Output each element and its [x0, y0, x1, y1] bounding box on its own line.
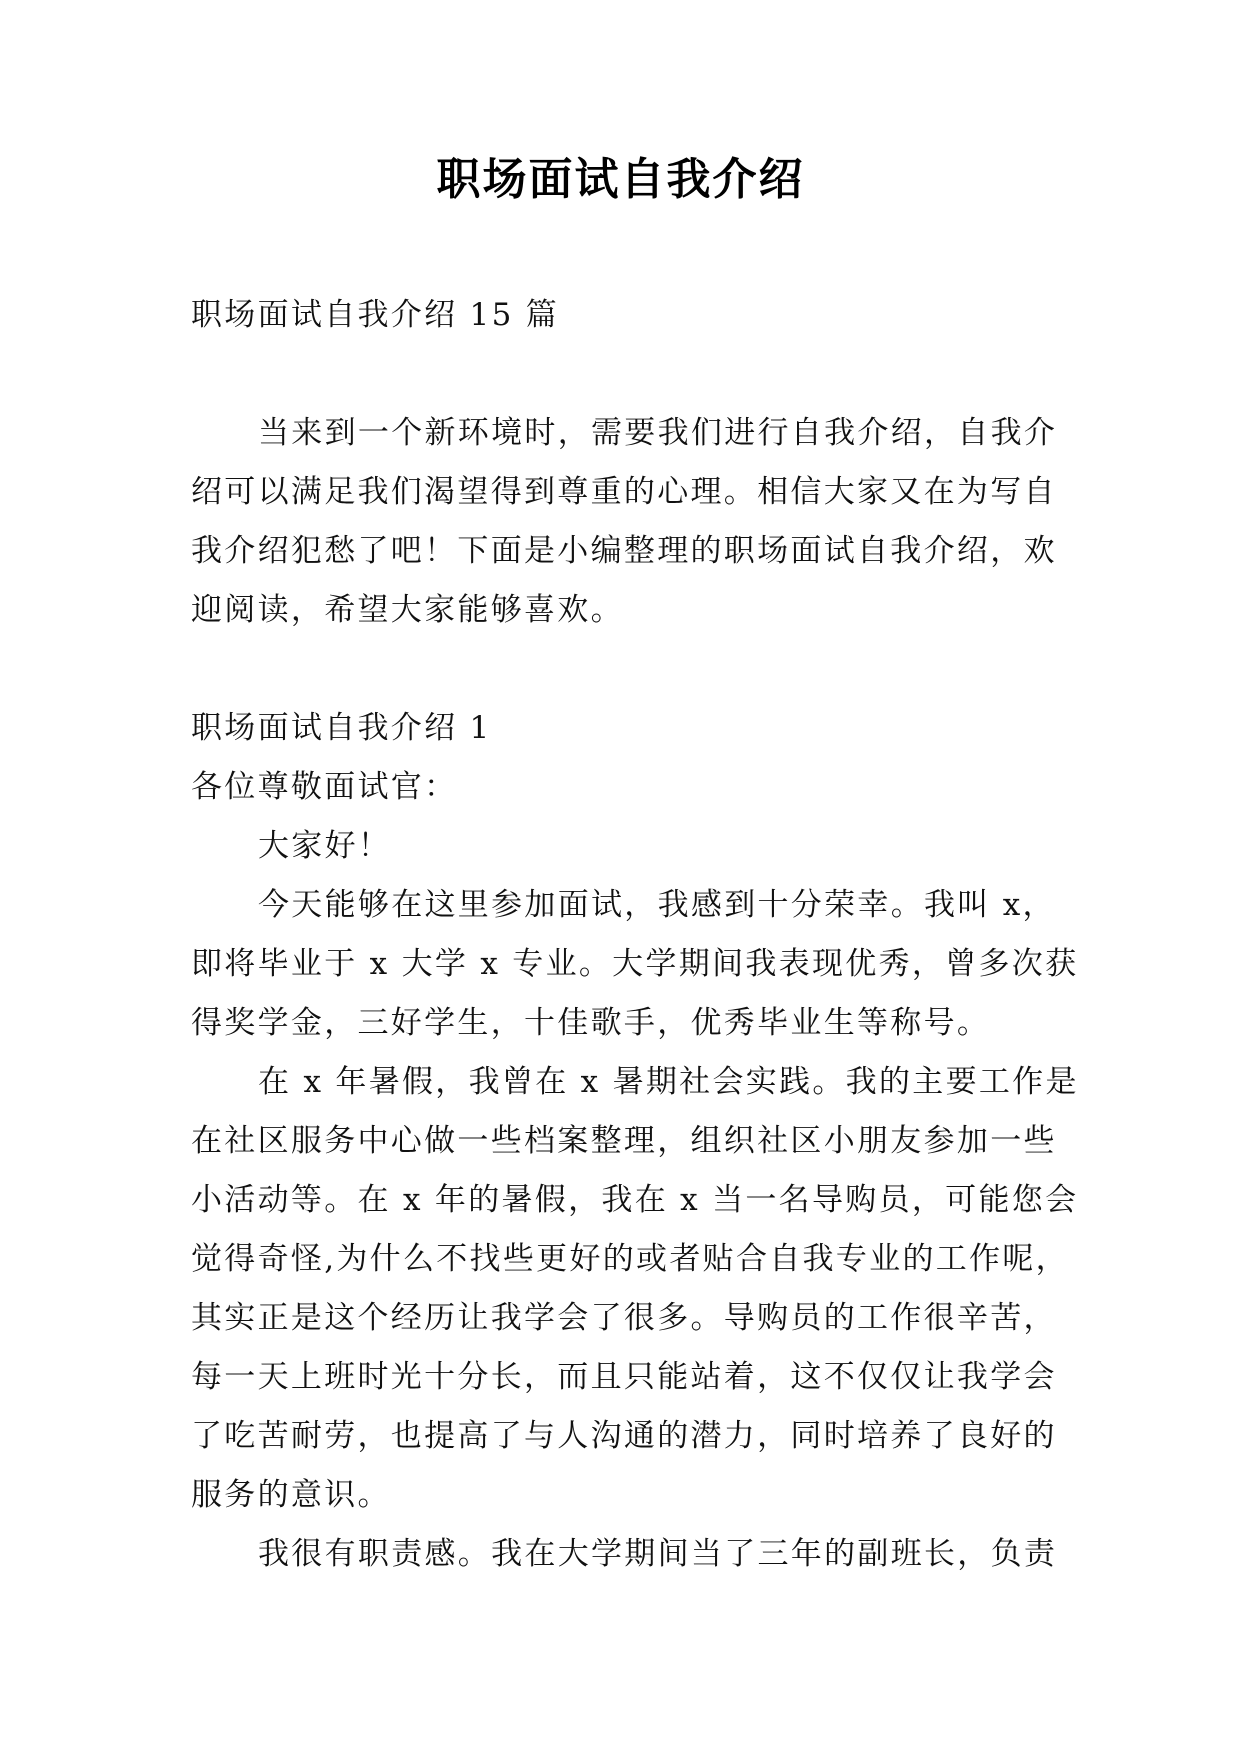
paragraph-line: 觉得奇怪,为什么不找些更好的或者贴合自我专业的工作呢， [191, 1241, 1069, 1277]
document-subtitle: 职场面试自我介绍 15 篇 [191, 297, 560, 333]
section-heading: 职场面试自我介绍 1 [191, 710, 492, 746]
paragraph-line: 小活动等。在 x 年的暑假，我在 x 当一名导购员，可能您会 [191, 1182, 1079, 1218]
blank-line [191, 640, 1091, 699]
paragraph-line: 每一天上班时光十分长，而且只能站着，这不仅仅让我学会 [191, 1359, 1057, 1395]
document-title: 职场面试自我介绍 [436, 154, 805, 205]
paragraph-line: 我很有职责感。我在大学期间当了三年的副班长，负责 [258, 1536, 1058, 1572]
greeting: 大家好！ [258, 828, 392, 864]
salutation: 各位尊敬面试官： [191, 769, 458, 805]
body-paragraph [191, 1053, 1091, 1525]
intro-paragraph [191, 404, 1091, 640]
paragraph-line: 今天能够在这里参加面试，我感到十分荣幸。我叫 x， [258, 887, 1056, 923]
intro-line: 绍可以满足我们渴望得到尊重的心理。相信大家又在为写自 [191, 474, 1057, 510]
blank-line [191, 345, 1091, 404]
paragraph-line: 其实正是这个经历让我学会了很多。导购员的工作很辛苦， [191, 1300, 1057, 1336]
intro-line: 我介绍犯愁了吧！下面是小编整理的职场面试自我介绍，欢 [191, 533, 1057, 569]
paragraph-line: 在 x 年暑假，我曾在 x 暑期社会实践。我的主要工作是 [258, 1064, 1079, 1100]
paragraph-line: 在社区服务中心做一些档案整理，组织社区小朋友参加一些 [191, 1123, 1057, 1159]
paragraph-line: 了吃苦耐劳，也提高了与人沟通的潜力，同时培养了良好的 [191, 1418, 1057, 1454]
paragraph-line: 得奖学金，三好学生，十佳歌手，优秀毕业生等称号。 [191, 1005, 991, 1041]
body-paragraph [191, 876, 1091, 1053]
paragraph-line: 服务的意识。 [191, 1477, 391, 1513]
paragraph-line: 即将毕业于 x 大学 x 专业。大学期间我表现优秀，曾多次获 [191, 946, 1079, 982]
intro-line: 当来到一个新环境时，需要我们进行自我介绍，自我介 [258, 415, 1058, 451]
body-paragraph [191, 1525, 1091, 1584]
document-body [191, 286, 1091, 1584]
intro-line: 迎阅读，希望大家能够喜欢。 [191, 592, 624, 628]
